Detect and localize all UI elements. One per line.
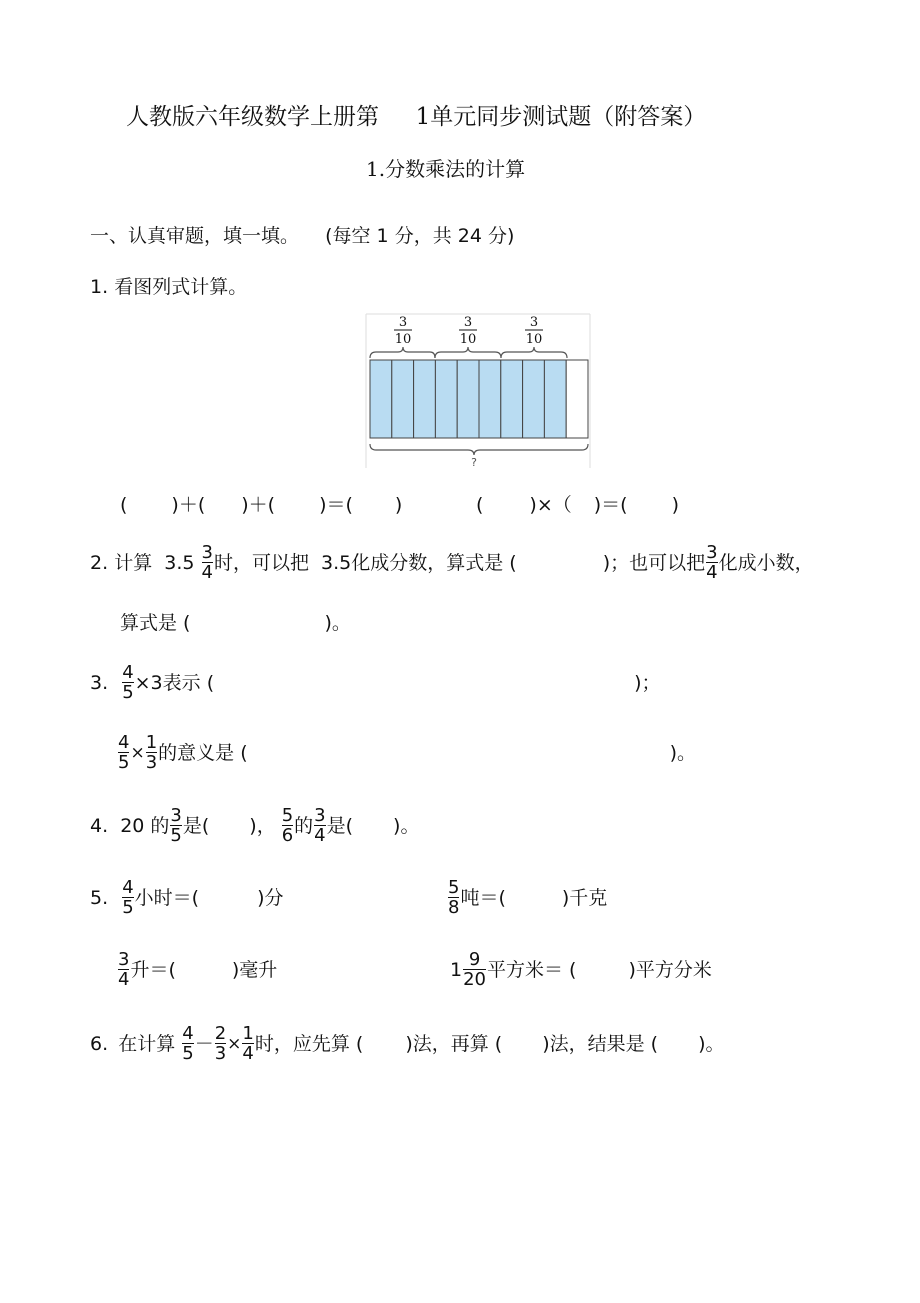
bracket-label-1-num: 3 — [398, 315, 408, 330]
question-text: 的 — [294, 814, 314, 837]
fraction-numerator: 4 — [182, 1023, 194, 1044]
bracket-label-2-den: 10 — [459, 332, 477, 347]
question-text: )毫升 — [231, 958, 278, 981]
top-brace-3 — [501, 347, 567, 358]
section-heading-text: 一、认真审题，填一填。 — [90, 225, 300, 247]
fraction-denominator: 4 — [314, 825, 326, 846]
question-text: )平方分米 — [628, 958, 712, 981]
q1-answer-multiplication — [476, 494, 679, 516]
shaded-strip — [370, 360, 392, 438]
bracket-label-1-den: 10 — [394, 332, 412, 347]
fraction-numerator: 3 — [201, 542, 213, 563]
fraction — [242, 1024, 253, 1063]
question-text: 化成小数， — [718, 551, 814, 574]
blank-paren: )＝( — [319, 494, 353, 516]
blank-paren: )＋( — [241, 494, 276, 516]
fraction-denominator: 3 — [214, 1043, 227, 1064]
page-title — [126, 98, 706, 131]
question-number: 5. — [90, 886, 109, 909]
value: 3.5 — [164, 551, 195, 574]
question-text: )。 — [393, 814, 420, 837]
fraction-numerator: 1 — [145, 732, 158, 753]
question-text: 平方米＝ ( — [487, 958, 577, 981]
question-number: 4. — [90, 814, 109, 837]
fraction-numerator: 3 — [706, 542, 718, 563]
fraction-denominator: 6 — [281, 825, 294, 846]
question-1-prompt — [90, 276, 247, 298]
fraction-numerator: 4 — [122, 877, 134, 898]
question-text: 看图列式计算。 — [114, 276, 248, 298]
question-4 — [90, 806, 419, 845]
fraction-numerator: 2 — [214, 1023, 227, 1044]
question-text: )； — [634, 671, 661, 694]
fraction-denominator: 5 — [118, 752, 130, 773]
bracket-label-3-num: 3 — [529, 315, 539, 330]
question-text: 吨＝( — [460, 886, 506, 909]
question-5-a — [90, 878, 283, 917]
question-text: 升＝( — [130, 958, 176, 981]
shaded-strip — [523, 360, 545, 438]
question-text: 时，应先算 ( — [254, 1032, 364, 1055]
blank-paren: ) — [671, 494, 680, 516]
fraction-denominator: 20 — [463, 969, 486, 990]
question-5-b — [447, 878, 607, 917]
question-text: 是( — [326, 814, 354, 837]
top-brace-2 — [435, 347, 501, 358]
question-number: 2. — [90, 551, 109, 574]
strip-diagram — [364, 312, 592, 470]
fraction-numerator: 4 — [122, 662, 134, 683]
question-text: 在计算 — [118, 1032, 176, 1055]
question-3 — [90, 663, 661, 702]
fraction-numerator: 3 — [170, 805, 182, 826]
subtitle: 1.分数乘法的计算 — [366, 157, 526, 181]
fraction-denominator: 4 — [201, 562, 213, 583]
minus-sign: － — [194, 1032, 214, 1055]
bracket-label-2-num: 3 — [463, 315, 473, 330]
fraction-denominator: 4 — [706, 562, 718, 583]
fraction — [463, 950, 486, 989]
mixed-number-whole: 1 — [450, 958, 463, 981]
question-text: )；也可以把 — [602, 551, 706, 574]
section-score-note: (每空 1 分，共 24 分) — [325, 225, 515, 247]
question-text: )千克 — [561, 886, 608, 909]
shaded-strip — [457, 360, 479, 438]
fraction — [122, 663, 133, 702]
shaded-strip — [501, 360, 523, 438]
times-sign: × — [227, 1033, 242, 1054]
times-sign: × — [130, 742, 145, 763]
question-text: )。 — [669, 741, 697, 764]
question-text: 20 的 — [120, 814, 170, 837]
question-2 — [90, 543, 814, 582]
fraction-numerator: 5 — [281, 805, 294, 826]
shaded-strip — [479, 360, 501, 438]
fraction — [202, 543, 213, 582]
fraction — [122, 878, 133, 917]
fraction-numerator: 3 — [314, 805, 326, 826]
value: 3.5 — [321, 551, 352, 574]
title-part-2: 1单元同步测试题（附答案） — [415, 104, 707, 130]
question-text: )法，再算 ( — [405, 1032, 503, 1055]
question-2-line-2 — [120, 612, 351, 634]
top-brace-1 — [370, 347, 435, 358]
blank-paren: ( — [120, 494, 128, 516]
blank-paren: ) — [394, 494, 403, 516]
question-text: ×3表示 ( — [134, 671, 215, 694]
question-6 — [90, 1024, 725, 1063]
fraction — [146, 733, 157, 772]
fraction — [182, 1024, 193, 1063]
fraction — [118, 950, 129, 989]
question-text: )分 — [257, 886, 284, 909]
blank-paren: )＋( — [171, 494, 206, 516]
question-number: 1. — [90, 276, 109, 298]
question-text: 小时＝( — [134, 886, 200, 909]
question-text: 算式是 ( — [120, 612, 191, 634]
question-text: 计算 — [114, 551, 153, 574]
blank-paren: )＝( — [593, 494, 628, 516]
q1-answer-addition — [120, 494, 402, 516]
bottom-question-mark: ? — [471, 456, 477, 469]
fraction-denominator: 4 — [118, 969, 130, 990]
fraction-numerator: 4 — [118, 732, 130, 753]
blank-paren: )×（ — [529, 494, 572, 516]
fraction — [170, 806, 181, 845]
fraction-denominator: 4 — [242, 1043, 254, 1064]
blank-paren: ( — [476, 494, 484, 516]
shaded-strip — [392, 360, 414, 438]
question-text: )法，结果是 ( — [542, 1032, 659, 1055]
question-text: )。 — [324, 612, 351, 634]
bracket-label-3-den: 10 — [525, 332, 543, 347]
question-5-c — [117, 950, 277, 989]
title-part-1: 人教版六年级数学上册第 — [126, 104, 379, 130]
question-number: 3. — [90, 671, 109, 694]
strip-group — [370, 360, 588, 438]
fraction — [118, 733, 129, 772]
question-text: 是( — [182, 814, 210, 837]
bottom-brace — [370, 444, 588, 455]
fraction — [448, 878, 459, 917]
fraction — [314, 806, 325, 845]
fraction-denominator: 5 — [182, 1043, 194, 1064]
fraction-denominator: 5 — [170, 825, 182, 846]
question-3-line-2 — [117, 733, 696, 772]
question-number: 6. — [90, 1032, 109, 1055]
question-text: )， — [249, 814, 276, 837]
question-text: 的意义是 ( — [158, 741, 248, 764]
fraction-numerator: 1 — [242, 1023, 254, 1044]
question-5-d — [450, 950, 712, 989]
fraction — [215, 1024, 226, 1063]
empty-strip — [566, 360, 588, 438]
question-text: 时，可以把 — [213, 551, 309, 574]
question-text: 化成分数，算式是 ( — [351, 551, 517, 574]
fraction-numerator: 5 — [448, 877, 460, 898]
fraction — [282, 806, 293, 845]
shaded-strip — [544, 360, 566, 438]
question-text: )。 — [698, 1032, 725, 1055]
fraction — [706, 543, 717, 582]
fraction-denominator: 5 — [122, 897, 134, 918]
fraction-denominator: 8 — [448, 897, 460, 918]
fraction-numerator: 3 — [118, 949, 130, 970]
section-heading — [90, 225, 514, 247]
fraction-denominator: 3 — [145, 752, 158, 773]
fraction-numerator: 9 — [468, 949, 481, 970]
strip-diagram-svg — [364, 312, 592, 470]
shaded-strip — [435, 360, 457, 438]
shaded-strip — [414, 360, 436, 438]
fraction-denominator: 5 — [122, 682, 134, 703]
